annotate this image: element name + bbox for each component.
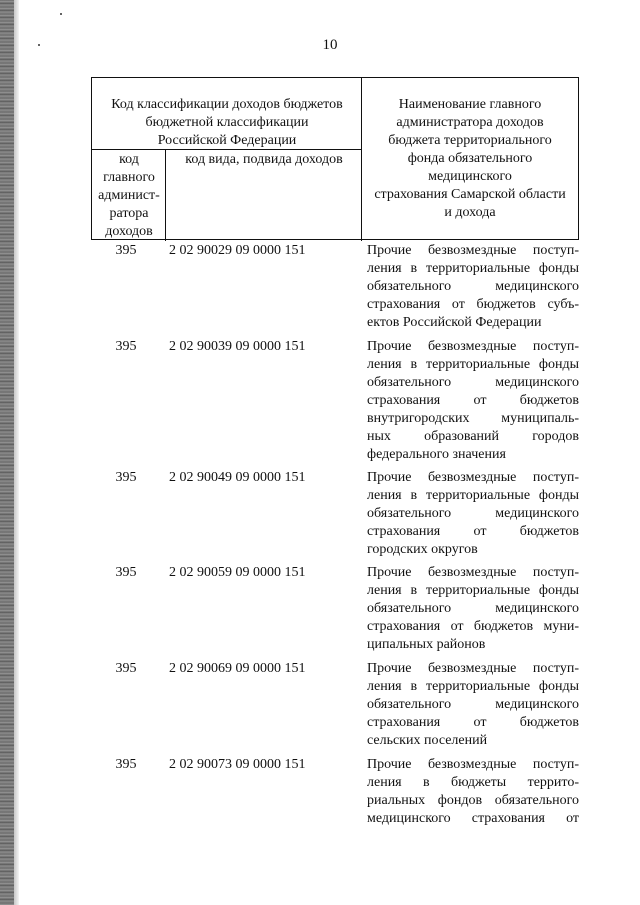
income-name-line: Прочие безвозмездные поступ- [367, 757, 579, 772]
name-header-line: и дохода [444, 205, 496, 220]
admin-code-header-cell [92, 151, 166, 241]
income-name-cell [367, 338, 579, 464]
admin-code-header-line: админист- [98, 188, 160, 203]
admin-code-cell: 395 [115, 243, 137, 258]
table-row [91, 336, 579, 467]
income-code-cell: 2 02 90073 09 0000 151 [169, 757, 306, 772]
income-name-line: федерального значения [367, 447, 506, 462]
income-name-cell [367, 469, 579, 559]
header-divider-horizontal [92, 149, 362, 150]
classification-header-cell [92, 96, 362, 150]
income-name-line: ления в бюджеты террито- [367, 775, 579, 790]
income-name-line: риальных фондов обязательного [367, 793, 579, 808]
table-body [91, 240, 579, 844]
income-name-cell [367, 242, 579, 332]
admin-code-cell: 395 [115, 565, 137, 580]
page-number: 10 [322, 37, 338, 53]
classification-header-line: Российской Федерации [157, 133, 297, 148]
income-name-line: ления в территориальные фонды [367, 583, 579, 598]
table-row [91, 240, 579, 336]
income-name-line: городских округов [367, 542, 478, 557]
name-header-line: бюджета территориального [388, 133, 552, 148]
income-name-line: страхования от бюджетов муни- [367, 619, 579, 634]
income-name-cell [367, 756, 579, 828]
income-name-line: ципальных районов [367, 637, 486, 652]
income-name-cell [367, 660, 579, 750]
name-header-line: страхования Самарской области [374, 187, 566, 202]
admin-code-header-line: доходов [105, 224, 153, 239]
table-row [91, 562, 579, 658]
name-header-cell [362, 96, 578, 222]
income-code-cell: 2 02 90069 09 0000 151 [169, 661, 306, 676]
income-name-line: обязательного медицинского [367, 601, 579, 616]
admin-code-header-line: код [119, 152, 139, 167]
scan-speck [60, 13, 62, 15]
name-header-line: администратора доходов [396, 115, 544, 130]
classification-header-line: бюджетной классификации [145, 115, 309, 130]
income-code-cell: 2 02 90049 09 0000 151 [169, 470, 306, 485]
admin-code-cell: 395 [115, 757, 137, 772]
admin-code-header-line: главного [103, 170, 155, 185]
table-header [91, 77, 579, 240]
admin-code-cell: 395 [115, 470, 137, 485]
income-name-line: Прочие безвозмездные поступ- [367, 470, 579, 485]
income-name-line: обязательного медицинского [367, 506, 579, 521]
income-code-header-cell: код вида, подвида доходов [185, 152, 343, 167]
name-header-line: фонда обязательного [407, 151, 533, 166]
header-divider-vertical [361, 78, 362, 241]
income-name-line: Прочие безвозмездные поступ- [367, 339, 579, 354]
income-name-line: Прочие безвозмездные поступ- [367, 661, 579, 676]
income-name-line: страхования от бюджетов [367, 524, 579, 539]
income-name-line: Прочие безвозмездные поступ- [367, 565, 579, 580]
income-name-line: ектов Российской Федерации [367, 315, 542, 330]
income-name-line: ления в территориальные фонды [367, 357, 579, 372]
income-name-line: медицинского страхования от [367, 811, 579, 826]
income-name-line: страхования от бюджетов [367, 393, 579, 408]
admin-code-header-line: ратора [109, 206, 149, 221]
income-name-line: внутригородских муниципаль- [367, 411, 579, 426]
income-name-line: сельских поселений [367, 733, 488, 748]
income-name-line: обязательного медицинского [367, 279, 579, 294]
classification-header-line: Код классификации доходов бюджетов [111, 97, 343, 112]
scan-edge-gradient [14, 0, 19, 905]
income-code-cell: 2 02 90039 09 0000 151 [169, 339, 306, 354]
income-name-cell [367, 564, 579, 654]
admin-code-cell: 395 [115, 661, 137, 676]
income-name-line: ления в территориальные фонды [367, 488, 579, 503]
income-code-cell: 2 02 90059 09 0000 151 [169, 565, 306, 580]
table-row [91, 658, 579, 754]
income-name-line: страхования от бюджетов субъ- [367, 297, 579, 312]
name-header-line: медицинского [428, 169, 512, 184]
subheader-divider-vertical [165, 149, 166, 241]
income-name-line: обязательного медицинского [367, 697, 579, 712]
income-code-cell: 2 02 90029 09 0000 151 [169, 243, 306, 258]
admin-code-cell: 395 [115, 339, 137, 354]
income-name-line: ления в территориальные фонды [367, 261, 579, 276]
income-name-line: Прочие безвозмездные поступ- [367, 243, 579, 258]
table-row [91, 467, 579, 562]
table-row [91, 754, 579, 844]
scan-edge-shadow [0, 0, 14, 905]
income-name-line: обязательного медицинского [367, 375, 579, 390]
income-name-line: ных образований городов [367, 429, 579, 444]
income-name-line: ления в территориальные фонды [367, 679, 579, 694]
name-header-line: Наименование главного [398, 97, 542, 112]
income-name-line: страхования от бюджетов [367, 715, 579, 730]
